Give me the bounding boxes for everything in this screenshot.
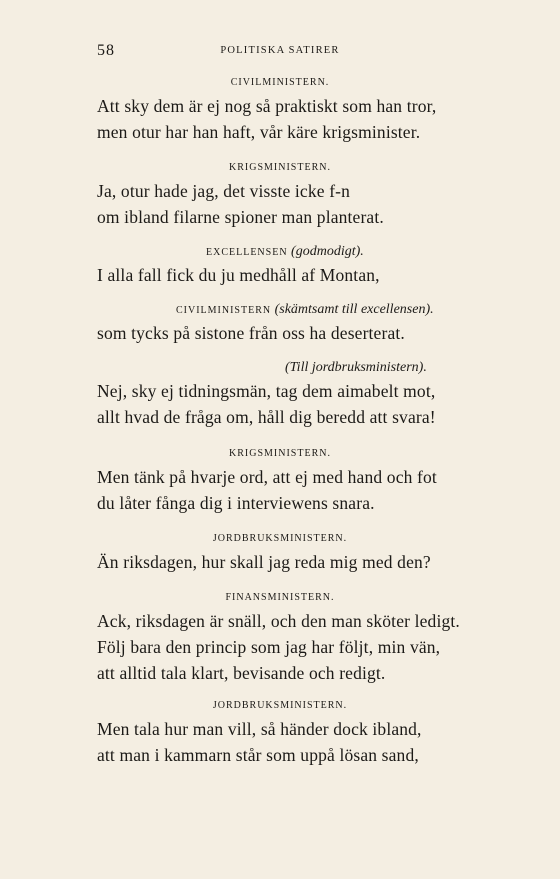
speaker-heading: FINANSMINISTERN. [225, 592, 335, 603]
page-number: 58 [97, 42, 115, 59]
speaker-heading: JORDBRUKSMINISTERN. [212, 700, 348, 711]
verse-line: Följ bara den princip som jag har följt, min vän, [97, 637, 441, 657]
running-title: POLITISKA SATIRER [220, 45, 340, 56]
verse-line: allt hvad de fråga om, håll dig beredd att svara! [97, 407, 436, 427]
verse-line: som tycks på sistone från oss ha deserterat. [97, 323, 405, 343]
speaker-heading: CIVILMINISTERN. [230, 77, 330, 88]
verse-line: men otur har han haft, vår käre krigsminister. [97, 122, 421, 142]
speaker-heading [176, 302, 434, 318]
speaker-heading: JORDBRUKSMINISTERN. [212, 533, 348, 544]
verse-line: Att sky dem är ej nog så praktiskt som han tror, [97, 96, 437, 116]
verse-line: om ibland filarne spioner man planterat. [97, 207, 384, 227]
verse-line: du låter fånga dig i interviewens snara. [97, 493, 375, 513]
speaker-heading: KRIGSMINISTERN. [229, 162, 331, 173]
speaker-name: EXCELLENSEN [206, 247, 288, 258]
speaker-name: CIVILMINISTERN [176, 305, 272, 316]
verse-line: I alla fall fick du ju medhåll af Montan, [97, 265, 380, 285]
speaker-heading [206, 244, 364, 260]
stage-direction: (godmodigt). [291, 244, 364, 259]
verse-line: Men tala hur man vill, så händer dock ibland, [97, 719, 422, 739]
verse-line: att man i kammarn står som uppå lösan sand, [97, 745, 419, 765]
verse-line: Ack, riksdagen är snäll, och den man sköter ledigt. [97, 611, 460, 631]
speaker-heading: KRIGSMINISTERN. [229, 448, 331, 459]
stage-direction: (Till jordbruksministern). [285, 360, 427, 375]
verse-line: Ja, otur hade jag, det visste icke f-n [97, 181, 351, 201]
verse-line: Nej, sky ej tidningsmän, tag dem aimabelt mot, [97, 381, 436, 401]
verse-line: att alltid tala klart, bevisande och redigt. [97, 663, 386, 683]
verse-line: Än riksdagen, hur skall jag reda mig med den? [97, 552, 431, 572]
stage-direction: (skämtsamt till excellensen). [274, 302, 434, 317]
verse-line: Men tänk på hvarje ord, att ej med hand och fot [97, 467, 437, 487]
